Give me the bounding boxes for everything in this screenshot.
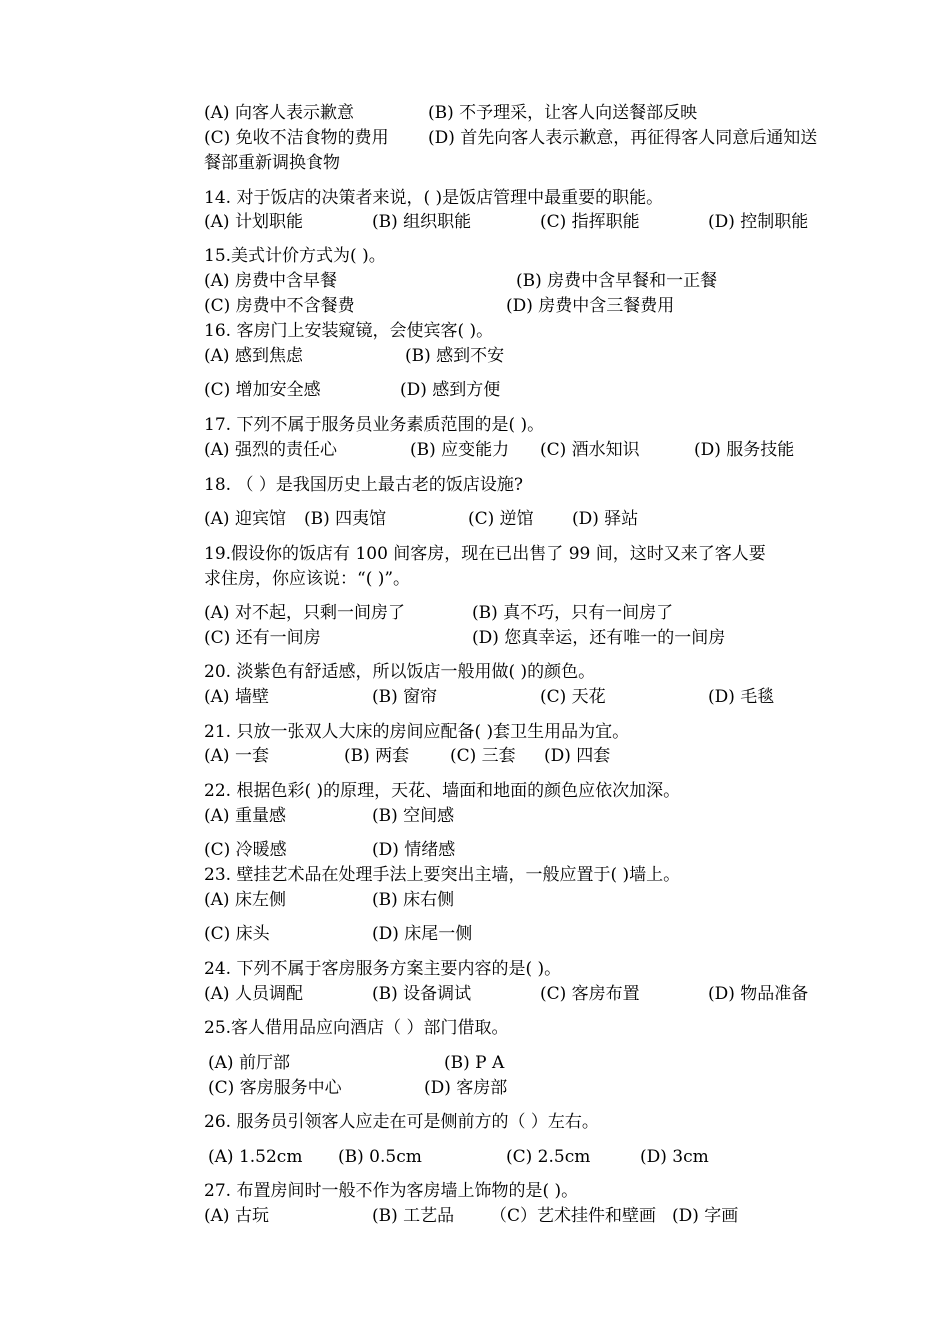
q14-opts-text-0: (A) 计划职能 bbox=[204, 212, 303, 232]
q16-text-0: 16. 客房门上安装窥镜，会使宾客( )。 bbox=[204, 321, 494, 341]
q25-text-0: 25.客人借用品应向酒店（ ）部门借取。 bbox=[204, 1018, 509, 1038]
q13-ab-text-1: (B) 不予理采，让客人向送餐部反映 bbox=[428, 103, 698, 123]
q26-text-0: 26. 服务员引领客人应走在可是侧前方的（ ）左右。 bbox=[204, 1112, 599, 1132]
q27-text-0: 27. 布置房间时一般不作为客房墙上饰物的是( )。 bbox=[204, 1181, 579, 1201]
q21-opts-text-0: (A) 一套 bbox=[204, 746, 269, 766]
q21-opts-text-2: (C) 三套 bbox=[450, 746, 516, 766]
q13-ab-text-0: (A) 向客人表示歉意 bbox=[204, 103, 354, 123]
q16-ab-text-0: (A) 感到焦虑 bbox=[204, 346, 303, 366]
q13-cd-text-1: (D) 首先向客人表示歉意，再征得客人同意后通知送 bbox=[428, 128, 818, 148]
q26-opts-text-2: (C) 2.5cm bbox=[506, 1147, 591, 1167]
q19-text-0: 19.假设你的饭店有 100 间客房，现在已出售了 99 间，这时又来了客人要 bbox=[204, 544, 766, 564]
q22-cd-text-1: (D) 情绪感 bbox=[372, 840, 456, 860]
q23-text-0: 23. 壁挂艺术品在处理手法上要突出主墙，一般应置于( )墙上。 bbox=[204, 865, 681, 885]
q25-cd-text-1: (D) 客房部 bbox=[424, 1078, 508, 1098]
q21-text-0: 21. 只放一张双人大床的房间应配备( )套卫生用品为宜。 bbox=[204, 722, 630, 742]
q26-opts-text-0: (A) 1.52cm bbox=[208, 1147, 303, 1167]
q15-text-0: 15.美式计价方式为( )。 bbox=[204, 246, 386, 266]
q20-opts-text-0: (A) 墙壁 bbox=[204, 687, 269, 707]
q23-ab-text-1: (B) 床右侧 bbox=[372, 890, 455, 910]
q22-cd-text-0: (C) 冷暖感 bbox=[204, 840, 287, 860]
q19-cd-text-1: (D) 您真幸运，还有唯一的一间房 bbox=[472, 628, 726, 648]
q18-opts-text-0: (A) 迎宾馆 bbox=[204, 509, 286, 529]
q25-ab-text-1: (B) P A bbox=[444, 1053, 505, 1073]
q25-cd-text-0: (C) 客房服务中心 bbox=[208, 1078, 342, 1098]
q23-ab-text-0: (A) 床左侧 bbox=[204, 890, 286, 910]
q18-text-0: 18. （ ）是我国历史上最古老的饭店设施? bbox=[204, 475, 523, 495]
q16-ab-text-1: (B) 感到不安 bbox=[405, 346, 505, 366]
q20-opts-text-3: (D) 毛毯 bbox=[708, 687, 775, 707]
q17-opts-text-0: (A) 强烈的责任心 bbox=[204, 440, 337, 460]
q20-opts-text-1: (B) 窗帘 bbox=[372, 687, 438, 707]
q21-opts-text-1: (B) 两套 bbox=[344, 746, 410, 766]
q24-opts-text-1: (B) 设备调试 bbox=[372, 984, 472, 1004]
q16-cd-text-1: (D) 感到方便 bbox=[400, 380, 501, 400]
q15-ab-text-0: (A) 房费中含早餐 bbox=[204, 271, 337, 291]
q14-text-0: 14. 对于饭店的决策者来说，( )是饭店管理中最重要的职能。 bbox=[204, 188, 664, 208]
q20-opts-text-2: (C) 天花 bbox=[540, 687, 606, 707]
q24-opts-text-0: (A) 人员调配 bbox=[204, 984, 303, 1004]
q23-cd-text-1: (D) 床尾一侧 bbox=[372, 924, 473, 944]
q14-opts-text-2: (C) 指挥职能 bbox=[540, 212, 640, 232]
q26-opts-text-3: (D) 3cm bbox=[640, 1147, 709, 1167]
q25-ab-text-0: (A) 前厅部 bbox=[208, 1053, 290, 1073]
q19-ab-text-1: (B) 真不巧，只有一间房了 bbox=[472, 603, 674, 623]
q20-text-0: 20. 淡紫色有舒适感，所以饭店一般用做( )的颜色。 bbox=[204, 662, 596, 682]
q27-opts-text-2: （C）艺术挂件和壁画 bbox=[490, 1206, 657, 1226]
q22-ab-text-0: (A) 重量感 bbox=[204, 806, 286, 826]
q17-text-0: 17. 下列不属于服务员业务素质范围的是( )。 bbox=[204, 415, 545, 435]
q15-cd-text-1: (D) 房费中含三餐费用 bbox=[506, 296, 675, 316]
q22-text-0: 22. 根据色彩( )的原理，天花、墙面和地面的颜色应依次加深。 bbox=[204, 781, 681, 801]
q27-opts-text-1: (B) 工艺品 bbox=[372, 1206, 455, 1226]
q24-opts-text-2: (C) 客房布置 bbox=[540, 984, 640, 1004]
q15-cd-text-0: (C) 房费中不含餐费 bbox=[204, 296, 355, 316]
q21-opts-text-3: (D) 四套 bbox=[544, 746, 611, 766]
q13-cont-text-0: 餐部重新调换食物 bbox=[204, 153, 340, 173]
q19-cd-text-0: (C) 还有一间房 bbox=[204, 628, 321, 648]
q22-ab-text-1: (B) 空间感 bbox=[372, 806, 455, 826]
q23-cd-text-0: (C) 床头 bbox=[204, 924, 270, 944]
q17-opts-text-3: (D) 服务技能 bbox=[694, 440, 795, 460]
q27-opts-text-3: (D) 字画 bbox=[672, 1206, 739, 1226]
q19-cont-text-0: 求住房，你应该说：“( )”。 bbox=[204, 569, 411, 589]
q18-opts-text-1: (B) 四夷馆 bbox=[304, 509, 387, 529]
q14-opts-text-1: (B) 组织职能 bbox=[372, 212, 472, 232]
q19-ab-text-0: (A) 对不起，只剩一间房了 bbox=[204, 603, 405, 623]
q17-opts-text-2: (C) 酒水知识 bbox=[540, 440, 640, 460]
q18-opts-text-3: (D) 驿站 bbox=[572, 509, 639, 529]
q24-opts-text-3: (D) 物品准备 bbox=[708, 984, 809, 1004]
q27-opts-text-0: (A) 古玩 bbox=[204, 1206, 269, 1226]
q24-text-0: 24. 下列不属于客房服务方案主要内容的是( )。 bbox=[204, 959, 562, 979]
q15-ab-text-1: (B) 房费中含早餐和一正餐 bbox=[516, 271, 718, 291]
q13-cd-text-0: (C) 免收不洁食物的费用 bbox=[204, 128, 389, 148]
q18-opts-text-2: (C) 逆馆 bbox=[468, 509, 534, 529]
q17-opts-text-1: (B) 应变能力 bbox=[410, 440, 510, 460]
q16-cd-text-0: (C) 增加安全感 bbox=[204, 380, 321, 400]
q14-opts-text-3: (D) 控制职能 bbox=[708, 212, 809, 232]
q26-opts-text-1: (B) 0.5cm bbox=[338, 1147, 422, 1167]
